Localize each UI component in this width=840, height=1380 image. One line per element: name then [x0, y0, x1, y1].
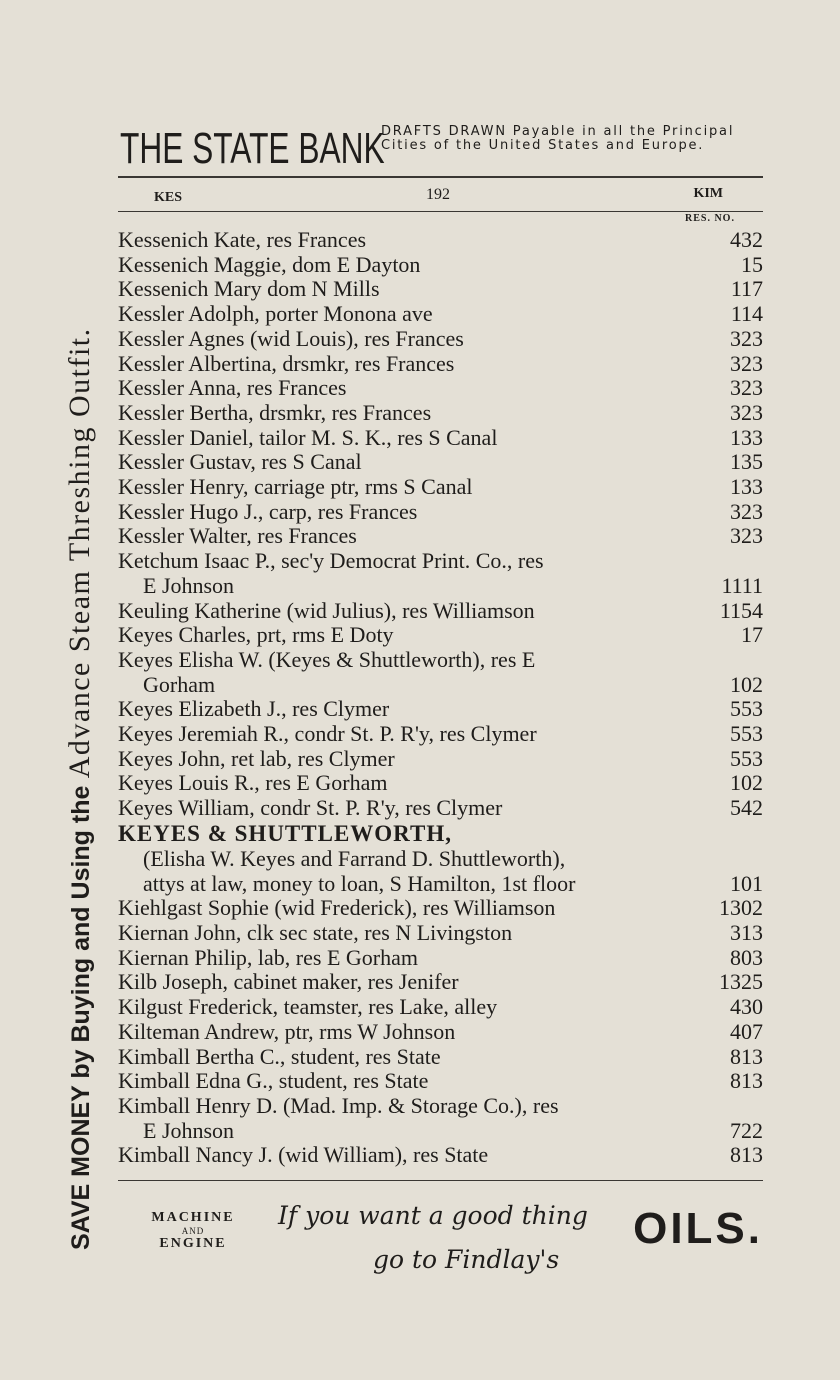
- entry-text: E Johnson: [143, 572, 235, 598]
- entry-res-no: 803: [730, 944, 763, 970]
- entry-res-no: 102: [730, 770, 763, 796]
- firm-heading: KEYES & SHUTTLEWORTH,: [118, 820, 452, 846]
- entry-res-no: 17: [741, 622, 763, 648]
- entry-res-no: 553: [730, 696, 763, 722]
- entry-res-no: 813: [730, 1142, 763, 1168]
- side-ad-part1: SAVE MONEY by Buying and Using the: [67, 785, 95, 1250]
- entry-res-no: 323: [730, 399, 763, 425]
- bank-name: THE STATE BANK: [120, 124, 385, 173]
- entry-text: Kessenich Kate, res Frances: [118, 227, 367, 252]
- entry-text: Keyes Elisha W. (Keyes & Shuttleworth), res E: [118, 646, 536, 672]
- entry-text: Kimball Nancy J. (wid William), res State: [118, 1142, 489, 1168]
- entry-text: Keyes John, ret lab, res Clymer: [118, 745, 395, 771]
- footer-rule: [118, 1180, 763, 1181]
- directory-entry: [118, 401, 763, 426]
- page-number: 192: [426, 186, 450, 203]
- entry-text: E Johnson: [143, 1117, 235, 1143]
- directory-entry: [118, 228, 763, 253]
- directory-entry: [118, 946, 763, 971]
- directory-entry: [118, 921, 763, 946]
- engine-word: ENGINE: [159, 1236, 227, 1251]
- entry-group-1: [118, 228, 763, 821]
- entry-text: Kiernan John, clk sec state, res N Livingston: [118, 919, 513, 945]
- entry-text: Kessler Albertina, drsmkr, res Frances: [118, 350, 455, 376]
- entry-res-no: 1325: [719, 969, 763, 995]
- res-no-label: RES. NO.: [685, 213, 735, 224]
- directory-entry: [118, 352, 763, 377]
- directory-entry: [118, 450, 763, 475]
- entry-res-no: 323: [730, 523, 763, 549]
- entry-text: Gorham: [143, 671, 216, 697]
- entry-res-no: 430: [730, 994, 763, 1020]
- directory-entry: [118, 500, 763, 525]
- directory-entry: [118, 426, 763, 451]
- entry-res-no: 542: [730, 795, 763, 821]
- machine-engine-label: [118, 1210, 268, 1252]
- entry-text: Kilteman Andrew, ptr, rms W Johnson: [118, 1018, 456, 1044]
- running-header: [118, 186, 763, 208]
- directory-entry: [118, 1119, 763, 1144]
- entry-text: Keyes Elizabeth J., res Clymer: [118, 696, 390, 722]
- directory-entry: [118, 623, 763, 648]
- directory-entry: [118, 970, 763, 995]
- directory-entry: [118, 524, 763, 549]
- directory-entry: [118, 327, 763, 352]
- directory-entry: [118, 747, 763, 772]
- firm-detail-1: [118, 847, 763, 872]
- entry-res-no: 407: [730, 1018, 763, 1044]
- directory-entry: [118, 673, 763, 698]
- side-advertisement: [60, 130, 101, 1250]
- entry-text: Kimball Bertha C., student, res State: [118, 1043, 441, 1069]
- entry-group-2: [118, 896, 763, 1168]
- entry-text: Kessler Agnes (wid Louis), res Frances: [118, 325, 464, 351]
- directory-entry: [118, 277, 763, 302]
- entry-res-no: 102: [730, 671, 763, 697]
- directory-entry: [118, 1020, 763, 1045]
- header-bottom-rule: [118, 211, 763, 212]
- entry-text: Kiernan Philip, lab, res E Gorham: [118, 944, 418, 970]
- firm-partners: (Elisha W. Keyes and Farrand D. Shuttleworth),: [143, 845, 566, 871]
- entry-res-no: 1111: [721, 572, 763, 598]
- entry-res-no: 323: [730, 498, 763, 524]
- entry-text: Kessler Hugo J., carp, res Frances: [118, 498, 418, 524]
- entry-text: Kessler Gustav, res S Canal: [118, 449, 362, 475]
- entry-text: Kessenich Mary dom N Mills: [118, 276, 380, 302]
- directory-entry: [118, 1045, 763, 1070]
- directory-entry: [118, 302, 763, 327]
- directory-entry: [118, 549, 763, 574]
- directory-entry: [118, 253, 763, 278]
- script-slogan: [278, 1194, 638, 1282]
- entry-res-no: 133: [730, 474, 763, 500]
- entry-res-no: 313: [730, 919, 763, 945]
- script-line-1: If you want a good thing: [278, 1201, 588, 1230]
- entry-text: Kilgust Frederick, teamster, res Lake, alley: [118, 994, 498, 1020]
- header-right-guide: KIM: [693, 186, 723, 201]
- directory-entry: [118, 1069, 763, 1094]
- entry-res-no: 114: [730, 301, 763, 327]
- entry-text: Keuling Katherine (wid Julius), res Williamson: [118, 597, 535, 623]
- header-top-rule: [118, 176, 763, 178]
- entry-res-no: 813: [730, 1068, 763, 1094]
- directory-entry: [118, 796, 763, 821]
- entry-text: Kessler Bertha, drsmkr, res Frances: [118, 399, 432, 425]
- oils-word: OILS.: [633, 1204, 763, 1253]
- directory-entry: [118, 1143, 763, 1168]
- bank-banner: [118, 122, 763, 174]
- directory-listing: [118, 228, 763, 1168]
- entry-res-no: 135: [730, 449, 763, 475]
- bank-note: DRAFTS DRAWN Payable in all the Principal Cities of the United States and Europe.: [381, 124, 735, 153]
- directory-entry: [118, 995, 763, 1020]
- directory-entry: [118, 896, 763, 921]
- entry-text: Kessenich Maggie, dom E Dayton: [118, 251, 421, 277]
- entry-text: Keyes Jeremiah R., condr St. P. R'y, res Clymer: [118, 721, 537, 747]
- firm-business: attys at law, money to loan, S Hamilton, 1st floor: [143, 870, 576, 896]
- firm-detail-2: [118, 872, 763, 897]
- entry-res-no: 722: [730, 1117, 763, 1143]
- directory-entry: [118, 376, 763, 401]
- side-ad-part2: Advance Steam Threshing Outfit.: [63, 327, 96, 779]
- entry-text: Kessler Daniel, tailor M. S. K., res S Canal: [118, 424, 498, 450]
- firm-res-no: 101: [730, 870, 763, 896]
- entry-res-no: 553: [730, 721, 763, 747]
- entry-text: Kessler Adolph, porter Monona ave: [118, 301, 433, 327]
- directory-entry: [118, 648, 763, 673]
- entry-text: Kessler Henry, carriage ptr, rms S Canal: [118, 474, 473, 500]
- and-word: AND: [181, 1226, 205, 1236]
- entry-res-no: 1302: [719, 895, 763, 921]
- directory-entry: [118, 475, 763, 500]
- entry-res-no: 432: [730, 227, 763, 252]
- entry-res-no: 133: [730, 424, 763, 450]
- directory-entry: [118, 771, 763, 796]
- header-left-guide: KES: [154, 190, 183, 205]
- entry-text: Kilb Joseph, cabinet maker, res Jenifer: [118, 969, 459, 995]
- script-line-2: go to Findlay's: [373, 1245, 560, 1274]
- machine-word: MACHINE: [151, 1210, 235, 1225]
- entry-text: Kimball Henry D. (Mad. Imp. & Storage Co.), res: [118, 1092, 559, 1118]
- directory-entry: [118, 574, 763, 599]
- entry-res-no: 553: [730, 745, 763, 771]
- entry-text: Kimball Edna G., student, res State: [118, 1068, 429, 1094]
- directory-entry: [118, 697, 763, 722]
- oils-advertisement: [118, 1186, 763, 1296]
- entry-text: Kessler Anna, res Frances: [118, 375, 347, 401]
- entry-text: Kiehlgast Sophie (wid Frederick), res Williamson: [118, 895, 556, 921]
- entry-text: Keyes Charles, prt, rms E Doty: [118, 622, 394, 648]
- entry-text: Ketchum Isaac P., sec'y Democrat Print. Co., res: [118, 548, 544, 574]
- entry-text: Kessler Walter, res Frances: [118, 523, 357, 549]
- entry-res-no: 117: [730, 276, 763, 302]
- entry-res-no: 15: [741, 251, 763, 277]
- directory-entry: [118, 599, 763, 624]
- entry-res-no: 813: [730, 1043, 763, 1069]
- entry-text: Keyes William, condr St. P. R'y, res Clymer: [118, 795, 503, 821]
- entry-res-no: 323: [730, 325, 763, 351]
- entry-res-no: 1154: [719, 597, 763, 623]
- entry-res-no: 323: [730, 350, 763, 376]
- directory-entry: [118, 1094, 763, 1119]
- directory-entry: [118, 722, 763, 747]
- entry-res-no: 323: [730, 375, 763, 401]
- entry-text: Keyes Louis R., res E Gorham: [118, 770, 388, 796]
